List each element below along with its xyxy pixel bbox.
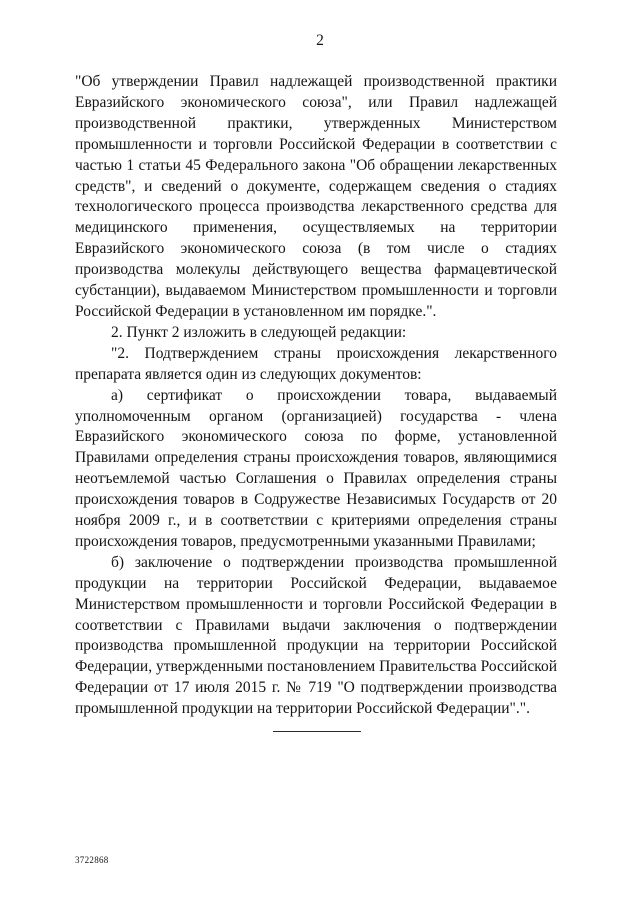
paragraph-point-2: 2. Пункт 2 изложить в следующей редакции: [111, 323, 407, 341]
paragraph-continuation: "Об утверждении Правил надлежащей производственной практики Евразийского экономического союза", или Правил надлежащей производственной практики, утвержденных Министерством промышленности и торговли Российской Федерации в соответствии с частью 1 статьи 45 Федерального закона "Об обращении лекарственных средств", и сведений о документе, содержащем сведения о стадиях технологического процесса производства лекарственного средства для медицинского применения, осуществляемых на территории Евразийского экономического союза (в том числе о стадиях производства молекулы действующего вещества фармацевтической субстанции), выдаваемом Министерством промышленности и торговли Российской Федерации в установленном им порядке.". [75, 73, 557, 320]
closing-rule [273, 731, 361, 732]
paragraph-subpoint-b: б) заключение о подтверждении производства промышленной продукции на территории Российской Федерации, выдаваемое Министерством промышленности и торговли Российской Федерации в соответствии с Правилами выдачи заключения о подтверждении производства промышленной продукции на территории Российской Федерации, утвержденными постановлением Правительства Российской Федерации от 17 июля 2015 г. № 719 "О подтверждении производства промышленной продукции на территории Российской Федерации".". [75, 553, 557, 718]
document-body [75, 72, 557, 720]
paragraph-subpoint-a: а) сертификат о происхождении товара, выдаваемый уполномоченным органом (организацией) государства - члена Евразийского экономического союза по форме, установленной Правилами определения страны происхождения товаров, являющимися неотъемлемой частью Соглашения о Правилах определения страны происхождения товаров в Содружестве Независимых Государств от 20 ноября 2009 г., и в соответствии с критериями определения страны происхождения товаров, предусмотренными указанными Правилами; [75, 386, 557, 550]
paragraph-point-2-body: "2. Подтверждением страны происхождения лекарственного препарата является один из следующих документов: [75, 344, 557, 383]
document-code: 3722868 [75, 855, 109, 865]
page-number: 2 [316, 32, 324, 49]
